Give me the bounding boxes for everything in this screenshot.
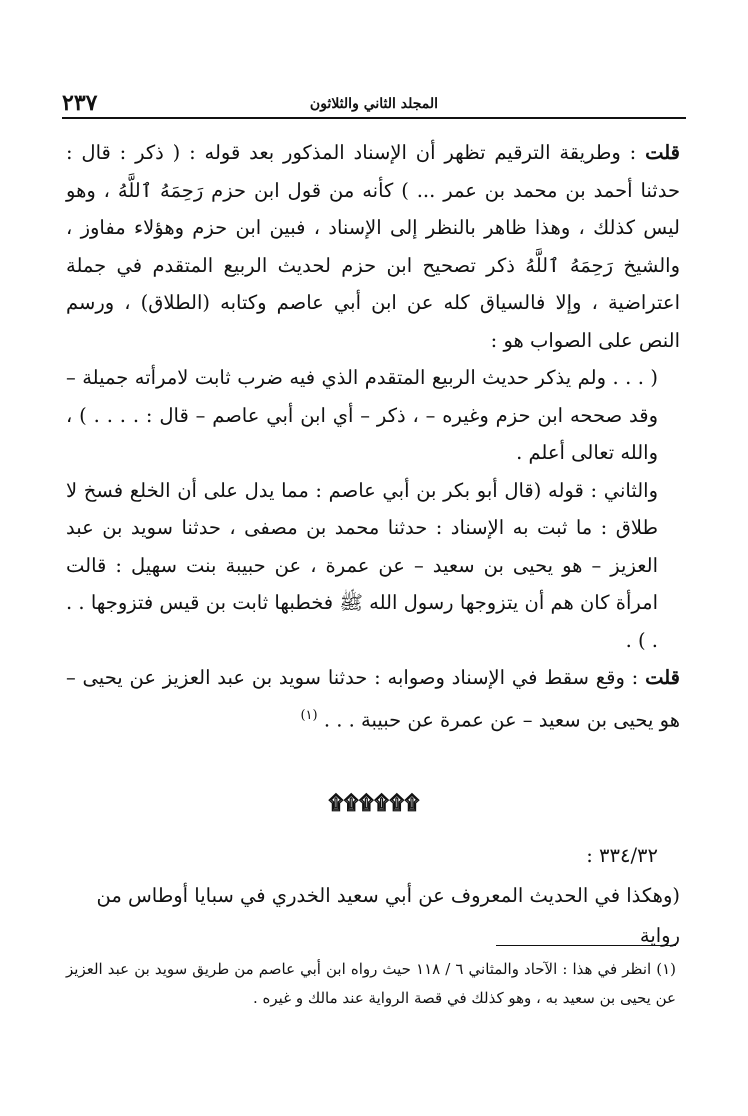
qultu-label-2: قلت: [645, 666, 681, 689]
section-reference: ٣٣٤/٣٢ :: [586, 844, 658, 867]
footnote-rule: [496, 945, 676, 946]
header-rule: [62, 117, 686, 119]
footnotes: [66, 955, 676, 1013]
section-ornament: ۩۩۩۩۩۩: [328, 790, 420, 814]
paragraph-2: ( . . . ولم يذكر حديث الربيع المتقدم الذي فيه ضرب ثابت لامرأته جميلة – وقد صححه ابن حزم وغيره – ، ذكر – أي ابن أبي عاصم – قال : . . . . ) ، والله تعالى أعلم .: [66, 366, 658, 464]
main-text: [66, 134, 680, 739]
next-section: [66, 836, 680, 956]
paragraph-4: [66, 659, 680, 739]
page-number: ٢٣٧: [62, 90, 98, 116]
footnote-marker[interactable]: (١): [300, 707, 318, 723]
paragraph-1-text: : وطريقة الترقيم تظهر أن الإسناد المذكور بعد قوله : ( ذكر : قال : حدثنا أحمد بن محمد بن عمر ... ) كأنه من قول ابن حزم رَحِمَهُ ٱللَّهُ ، وهو ليس كذلك ، وهذا ظاهر بالنظر إلى الإسناد ، فبين ابن حزم وهؤلاء مفاوز ، والشيخ رَحِمَهُ ٱللَّهُ ذكر تصحيح ابن حزم لحديث الربيع المتقدم في جملة اعتراضية ، وإلا فالسياق كله عن ابن أبي عاصم وكتابه (الطلاق) ، ورسم النص على الصواب هو :: [66, 141, 680, 352]
footnote-1: (١) انظر في هذا : الآحاد والمثاني ٦ / ١١٨ حيث رواه ابن أبي عاصم من طريق سويد بن عبد العزيز عن يحيى بن سعيد به ، وهو كذلك في قصة الرواية عند مالك و غيره .: [66, 960, 677, 1007]
page-header: [62, 86, 686, 116]
paragraph-1: [66, 134, 680, 359]
section-text: (وهكذا في الحديث المعروف عن أبي سعيد الخدري في سبايا أوطاس من رواية: [96, 884, 680, 947]
running-title: المجلد الثاني والثلاثون: [309, 96, 439, 112]
paragraph-3: والثاني : قوله (قال أبو بكر بن أبي عاصم : مما يدل على أن الخلع فسخ لا طلاق : ما ثبت به الإسناد : حدثنا محمد بن مصفى ، حدثنا سويد بن عبد العزيز – هو يحيى بن سعيد – عن عمرة ، عن حبيبة بنت سهيل : قالت امرأة كان هم أن يتزوجها رسول الله ﷺ فخطبها ثابت بن قيس فتزوجها . . . ) .: [66, 478, 658, 652]
qultu-label: قلت: [645, 141, 680, 164]
paragraph-4-text: : وقع سقط في الإسناد وصوابه : حدثنا سويد بن عبد العزيز عن يحيى – هو يحيى بن سعيد – عن عمرة عن حبيبة . . .: [66, 666, 680, 731]
